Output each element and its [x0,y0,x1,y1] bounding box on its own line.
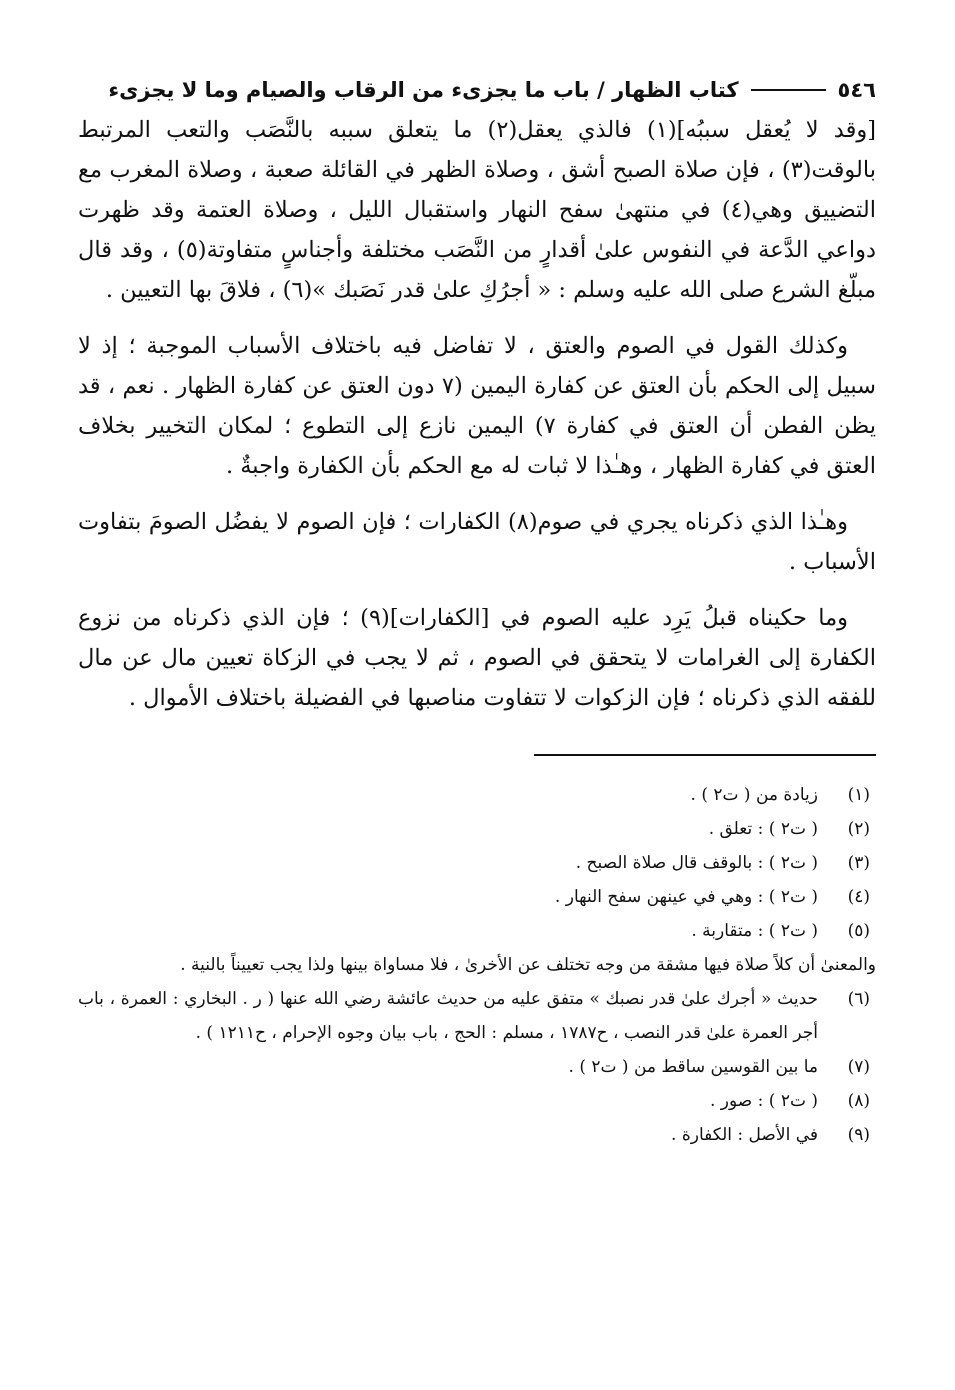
footnote-text: في الأصل : الكفارة . [671,1125,818,1145]
paragraph: وما حكيناه قبلُ يَرِد عليه الصوم في [الكفارات](٩) ؛ فإن الذي ذكرناه من نزوع الكفارة إلى الغرامات لا يتحقق في الصوم ، ثم لا يجب في الزكاة تعيين مال عن مال للفقه الذي ذكرناه ؛ فإن الزكوات لا تتفاوت مناصبها في الفضيلة باختلاف الأموال . [78,605,876,711]
footnote-number: (٢) [847,819,870,839]
footnote [78,880,876,914]
footnote-separator [534,754,876,756]
footnote-text: ( ت٢ ) : وهي في عينهن سفح النهار . [554,887,818,907]
page-header [78,70,876,110]
footnote-number: (٦) [847,989,870,1009]
footnote-text: حديث « أجرك علىٰ قدر نصبك » متفق عليه من حديث عائشة رضي الله عنها ( ر . البخاري : العمرة ، باب أجر العمرة علىٰ قدر النصب ، ح١٧٨٧ ، مسلم : الحج ، باب بيان وجوه الإحرام ، ح١٢١١ ) . [78,989,818,1043]
footnote [78,846,876,880]
paragraph: [وقد لا يُعقل سببُه](١) فالذي يعقل(٢) ما يتعلق سببه بالنَّصَب والتعب المرتبط بالوقت(٣) ، فإن صلاة الصبح أشق ، وصلاة الظهر في القائلة صعبة ، وصلاة المغرب مع التضييق وهي(٤) في منتهىٰ سفح النهار واستقبال الليل ، وصلاة العتمة وقد ظهرت دواعي الدَّعة في النفوس علىٰ أقدارٍ من النَّصَب مختلفة وأجناسٍ متفاوتة(٥) ، وقد قال مبلّغ الشرع صلى الله عليه وسلم : « أجرُكِ علىٰ قدر نَصَبك »(٦) ، فلاقَ بها التعيين . [78,117,876,303]
footnote-text: ( ت٢ ) : صور . [710,1091,818,1111]
footnote-text: ( ت٢ ) : تعلق . [708,819,818,839]
footnote [78,914,876,948]
footnote-number: (٣) [847,853,870,873]
footnote-number: (٨) [847,1091,870,1111]
footnote-number: (١) [847,785,870,805]
footnote [78,1118,876,1152]
book-page [78,70,876,1152]
footnote-separator-wrap [78,734,876,778]
header-rule [751,89,826,91]
footnote [78,812,876,846]
main-text [78,110,876,718]
footnote-text: ( ت٢ ) : بالوقف قال صلاة الصبح . [575,853,818,873]
footnotes [78,778,876,1152]
footnote [78,982,876,1050]
footnote-number: (٥) [847,921,870,941]
footnote-text: ( ت٢ ) : متقاربة . [691,921,818,941]
footnote-text: زيادة من ( ت٢ ) . [690,785,818,805]
footnote [78,778,876,812]
footnote-number: (٧) [847,1057,870,1077]
footnote-text: ما بين القوسين ساقط من ( ت٢ ) . [568,1057,818,1077]
footnote-number: (٤) [847,887,870,907]
page-number: ٥٤٦ [837,78,876,102]
paragraph: وهـٰذا الذي ذكرناه يجري في صوم(٨) الكفارات ؛ فإن الصوم لا يفضُل الصومَ بتفاوت الأسباب . [78,509,876,575]
paragraph: وكذلك القول في الصوم والعتق ، لا تفاضل فيه باختلاف الأسباب الموجبة ؛ إذ لا سبيل إلى الحكم بأن العتق عن كفارة اليمين (٧ دون العتق عن كفارة الظهار . نعم ، قد يظن الفطن أن العتق في كفارة ٧) اليمين نازع إلى التطوع ؛ لمكان التخيير بخلاف العتق في كفارة الظهار ، وهـٰذا لا ثبات له مع الحكم بأن الكفارة واجبةٌ . [78,333,876,479]
footnote [78,1084,876,1118]
footnote [78,1050,876,1084]
running-title: كتاب الظهار / باب ما يجزىء من الرقاب والصيام وما لا يجزىء [108,78,739,102]
footnote-number: (٩) [847,1125,870,1145]
footnote-continuation: والمعنىٰ أن كلاً صلاة فيها مشقة من وجه تختلف عن الأخرىٰ ، فلا مساواة بينها ولذا يجب تعييناً بالنية . [180,955,876,975]
